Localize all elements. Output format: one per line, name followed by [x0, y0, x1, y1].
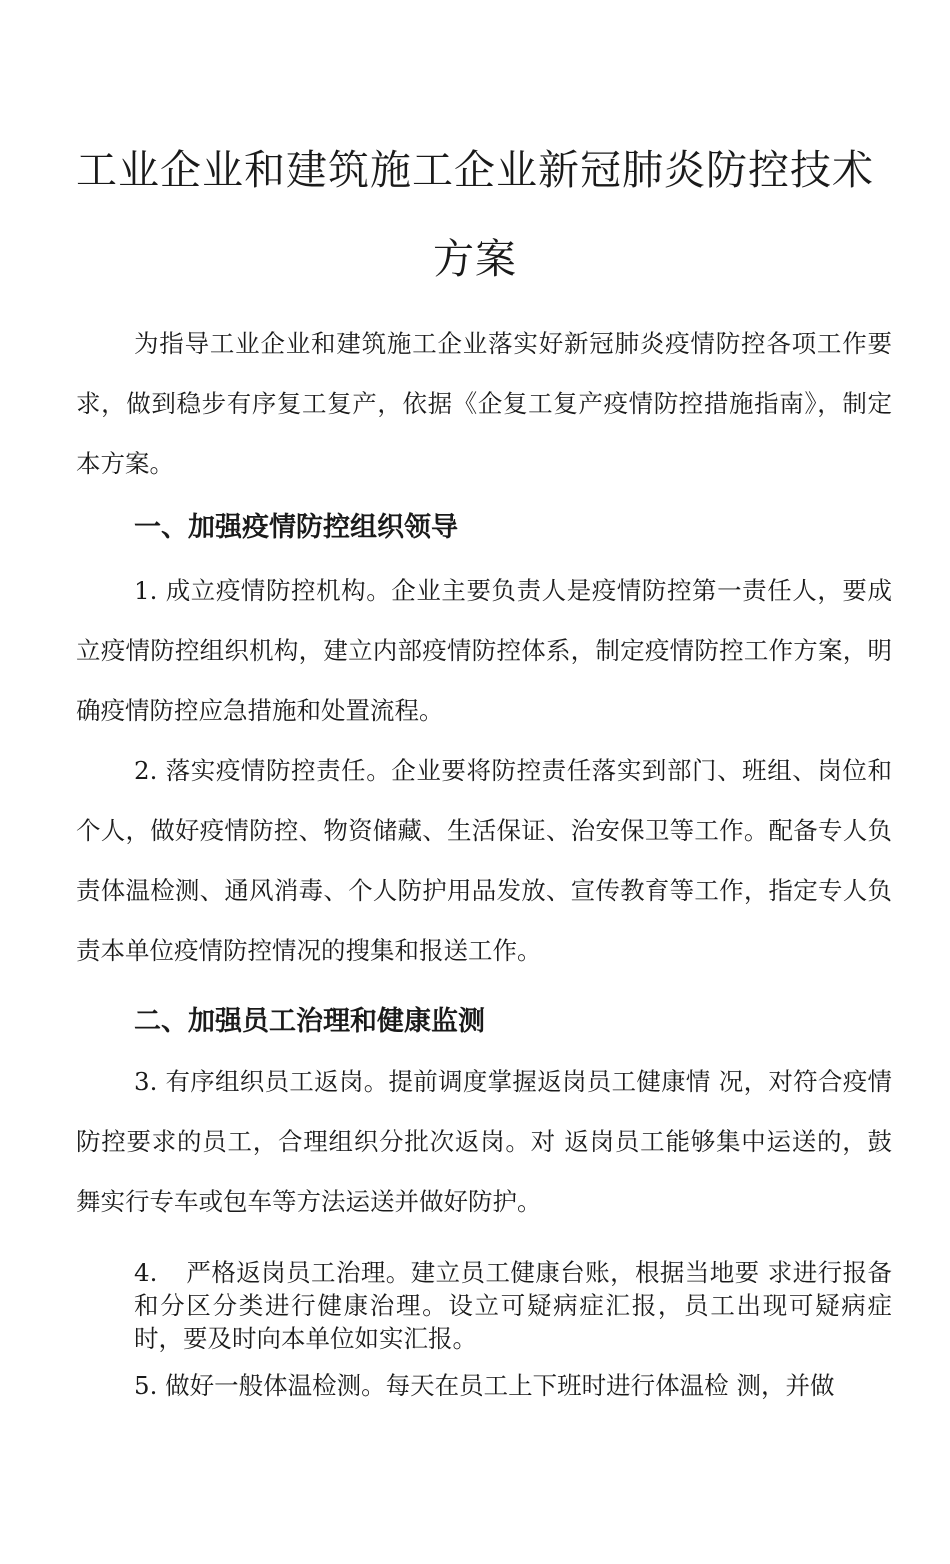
- item-2-paragraph: 2. 落实疫情防控责任。企业要将防控责任落实到部门、班组、岗位和个人，做好疫情防控、物资储藏、生活保证、治安保卫等工作。配备专人负责体温检测、通风消毒、个人防护用品发放、宣传教育等工作，指定专人负责本单位疫情防控情况的搜集和报送工作。: [76, 756, 892, 965]
- item-5-paragraph: 5. 做好一般体温检测。每天在员工上下班时进行体温检 测，并做: [134, 1371, 835, 1400]
- item-4-number: 4.: [134, 1258, 158, 1287]
- section-1-heading: 一、加强疫情防控组织领导: [134, 512, 458, 543]
- item-3-paragraph: 3. 有序组织员工返岗。提前调度掌握返岗员工健康情 况，对符合疫情防控要求的员工，合理组织分批次返岗。对 返岗员工能够集中运送的，鼓舞实行专车或包车等方法运送并做好防护。: [76, 1067, 892, 1216]
- document-title-line-2: 方案: [433, 235, 517, 283]
- section-2-heading: 二、加强员工治理和健康监测: [134, 1006, 485, 1037]
- document-title-line-1: 工业企业和建筑施工企业新冠肺炎防控技术: [76, 146, 874, 194]
- item-1-paragraph: 1. 成立疫情防控机构。企业主要负责人是疫情防控第一责任人，要成立疫情防控组织机构，建立内部疫情防控体系，制定疫情防控工作方案，明确疫情防控应急措施和处置流程。: [76, 576, 892, 725]
- item-4-paragraph: [134, 1256, 892, 1355]
- item-4-text: 严格返岗员工治理。建立员工健康台账，根据当地要 求进行报备和分区分类进行健康治理。设立可疑病症汇报，员工出现可疑病症时，要及时向本单位如实汇报。: [134, 1258, 892, 1353]
- intro-paragraph: 为指导工业企业和建筑施工企业落实好新冠肺炎疫情防控各项工作要求，做到稳步有序复工复产，依据《企复工复产疫情防控措施指南》，制定本方案。: [76, 329, 892, 478]
